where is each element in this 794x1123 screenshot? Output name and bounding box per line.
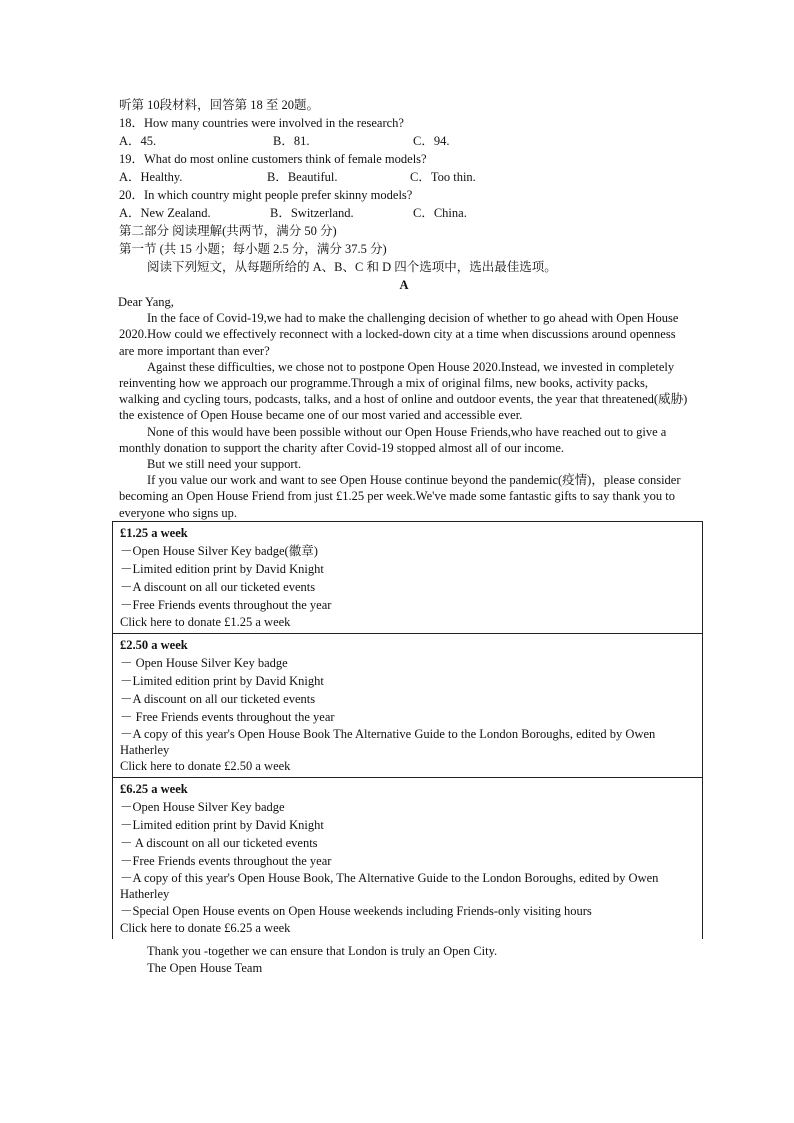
letter-greeting: Dear Yang,	[118, 295, 174, 309]
donate-link[interactable]: Click here to donate £2.50 a week	[120, 758, 291, 773]
option-a: A．45.	[119, 134, 157, 148]
tier-benefit: －Open House Silver Key badge	[120, 799, 285, 814]
instruction: 阅读下列短文，从每题所给的 A、B、C 和 D 四个选项中，选出最佳选项。	[147, 260, 557, 274]
option-c: C．Too thin.	[410, 170, 476, 184]
option-b: B．Switzerland.	[270, 206, 354, 220]
tier-price: £6.25 a week	[120, 781, 188, 796]
tier-benefit: －A discount on all our ticketed events	[120, 691, 316, 706]
tier-benefit: －Free Friends events throughout the year	[120, 597, 332, 612]
option-c: C．China.	[413, 206, 467, 220]
passage-label: A	[399, 278, 409, 292]
option-a: A．Healthy.	[119, 170, 183, 184]
letter-paragraph: If you value our work and want to see Open House continue beyond the pandemic(疫情)，please consider becoming an Open House Friend from just £1.25 per week.We've made some fantastic gifts to say thank you to everyone who signs up.	[119, 473, 681, 520]
tier-6-25	[113, 778, 702, 939]
question-text: 18．How many countries were involved in the research?	[119, 116, 404, 130]
section-heading: 第一节 (共 15 小题；每小题 2.5 分，满分 37.5 分)	[119, 242, 387, 256]
tier-price: £1.25 a week	[120, 525, 188, 540]
tier-benefit: －Limited edition print by David Knight	[120, 561, 324, 576]
letter-signature: The Open House Team	[147, 960, 263, 975]
option-b: B．81.	[273, 134, 310, 148]
answer-options	[119, 204, 689, 222]
tier-1-25	[113, 522, 702, 634]
tier-2-50	[113, 634, 702, 778]
question-19	[119, 150, 689, 186]
question-18	[119, 114, 689, 150]
option-a: A．New Zealand.	[119, 206, 211, 220]
tier-benefit: －A copy of this year's Open House Book The Alternative Guide to the London Boroughs, edited by Owen Hatherley	[120, 726, 656, 757]
tier-benefit: － Open House Silver Key badge	[120, 655, 288, 670]
question-text: 19．What do most online customers think of female models?	[119, 152, 427, 166]
document-page	[119, 96, 689, 977]
tier-benefit: －Free Friends events throughout the year	[120, 853, 332, 868]
letter-paragraph: None of this would have been possible without our Open House Friends,who have reached out to give a monthly donation to support the charity after Covid-19 stopped almost all of our income.	[119, 424, 667, 455]
donate-link[interactable]: Click here to donate £1.25 a week	[120, 614, 291, 629]
tier-price: £2.50 a week	[120, 637, 188, 652]
part-heading: 第二部分 阅读理解(共两节，满分 50 分)	[119, 224, 337, 238]
answer-options	[119, 132, 689, 150]
letter-paragraph: But we still need your support.	[147, 457, 302, 472]
tier-benefit: －Limited edition print by David Knight	[120, 673, 324, 688]
tier-benefit: －Special Open House events on Open House weekends including Friends-only visiting hours	[120, 903, 592, 918]
tier-benefit: －A copy of this year's Open House Book, The Alternative Guide to the London Boroughs, edited by Owen Hatherley	[120, 870, 659, 901]
letter-paragraph: Against these difficulties, we chose not to postpone Open House 2020.Instead, we invested in completely reinventing how we approach our programme.Through a mix of original films, new books, activity packs, walking and cycling tours, podcasts, talks, and a host of online and outdoor events, the year that threatened(威胁) the existence of Open House became one of our most varied and accessible ever.	[119, 359, 688, 423]
tier-benefit: － A discount on all our ticketed events	[120, 835, 318, 850]
donate-link[interactable]: Click here to donate £6.25 a week	[120, 920, 291, 935]
answer-options	[119, 168, 689, 186]
tier-benefit: －Limited edition print by David Knight	[120, 817, 324, 832]
option-c: C．94.	[413, 134, 450, 148]
donation-tiers-table	[112, 521, 703, 939]
question-20	[119, 186, 689, 222]
letter-closing: Thank you -together we can ensure that London is truly an Open City.	[147, 943, 498, 958]
listening-intro: 听第 10段材料，回答第 18 至 20题。	[119, 98, 320, 112]
option-b: B．Beautiful.	[267, 170, 338, 184]
letter-paragraph: In the face of Covid-19,we had to make the challenging decision of whether to go ahead with Open House 2020.How could we effectively reconnect with a locked-down city at a time when discussions around openness are more important than ever?	[119, 311, 679, 358]
tier-benefit: － Free Friends events throughout the year	[120, 709, 335, 724]
tier-benefit: －Open House Silver Key badge(徽章)	[120, 543, 318, 558]
question-text: 20．In which country might people prefer skinny models?	[119, 188, 413, 202]
tier-benefit: －A discount on all our ticketed events	[120, 579, 316, 594]
